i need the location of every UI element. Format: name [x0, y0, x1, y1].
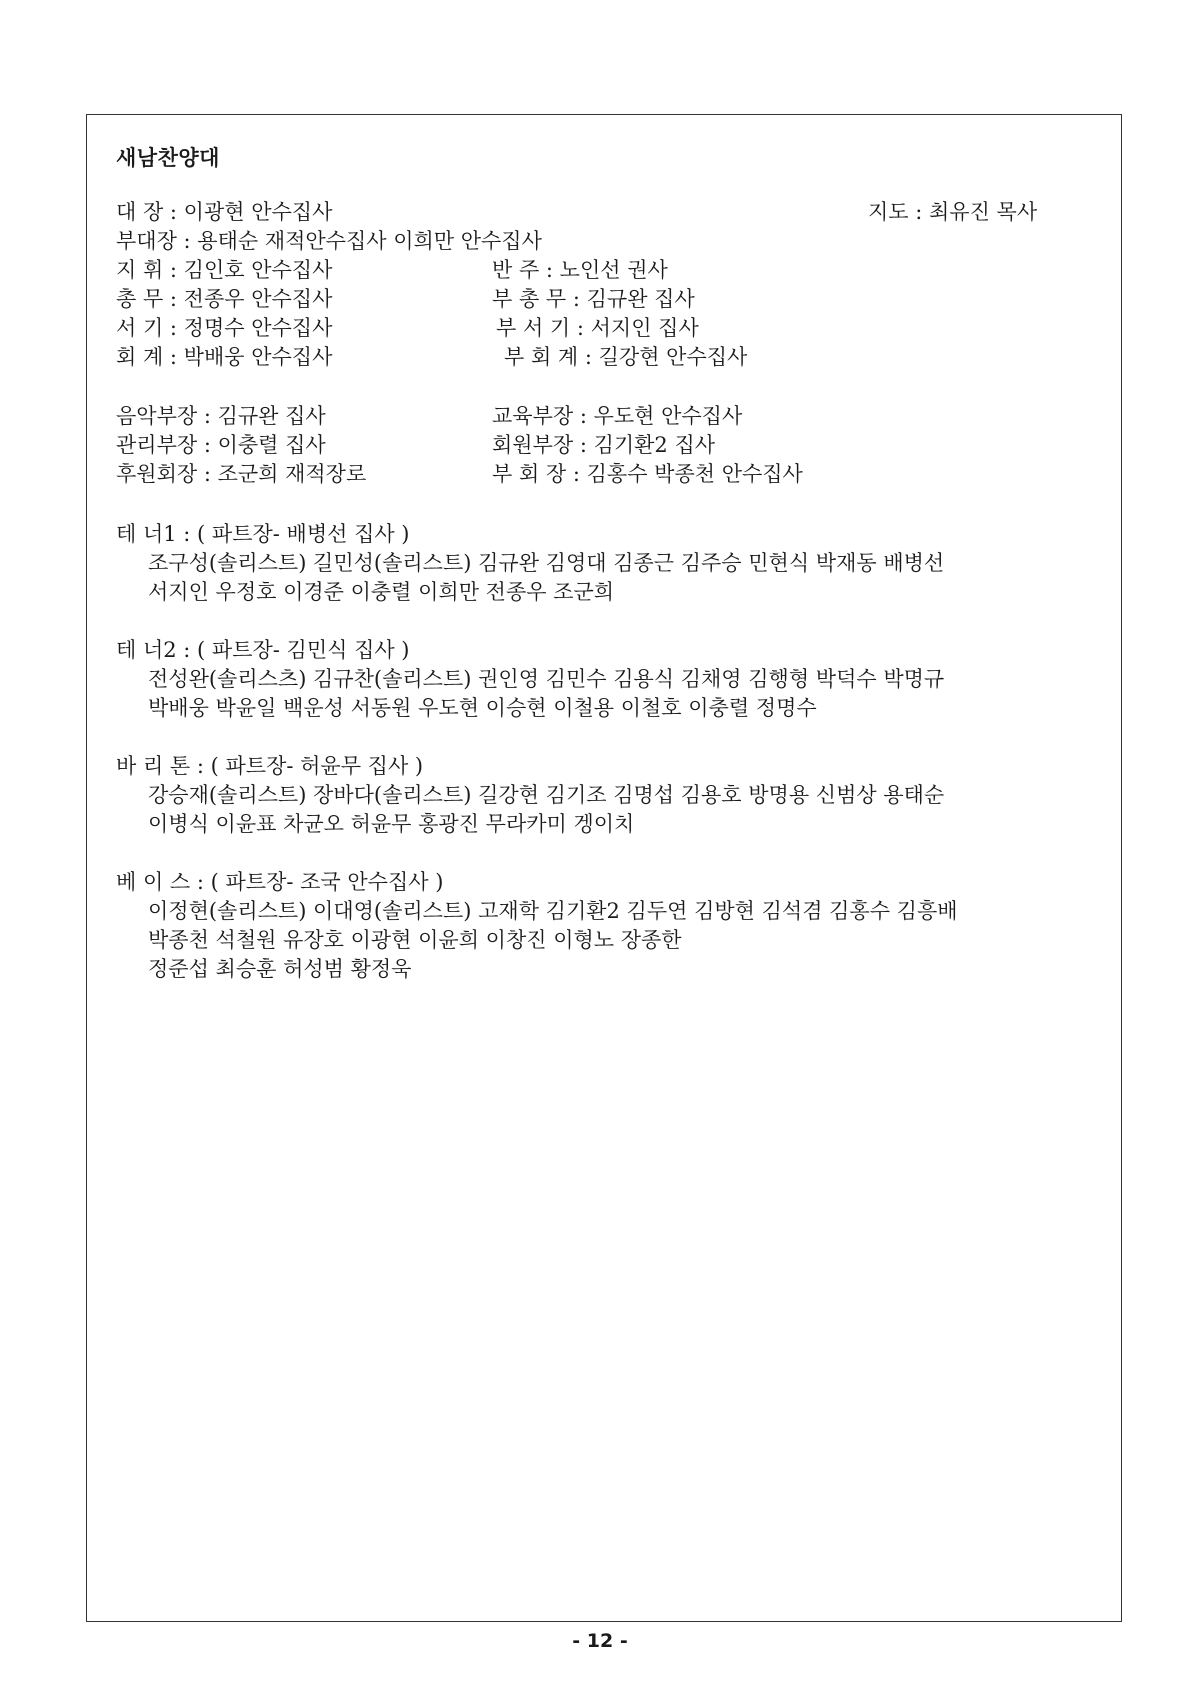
part-header-bass: 베 이 스 : ( 파트장- 조국 안수집사 ): [116, 870, 444, 894]
officer-director: 지도 : 최유진 목사: [868, 200, 1038, 224]
part-header-tenor1: 테 너1 : ( 파트장- 배병선 집사 ): [116, 522, 410, 546]
officer-general-affairs: 총 무 : 전종우 안수집사: [116, 287, 333, 311]
dept-vice-president: 부 회 장 : 김홍수 박종천 안수집사: [492, 462, 803, 486]
part-header-baritone: 바 리 톤 : ( 파트장- 허윤무 집사 ): [116, 754, 424, 778]
officer-treasurer: 회 계 : 박배웅 안수집사: [116, 345, 333, 369]
officer-vice-general-affairs: 부 총 무 : 김규완 집사: [492, 287, 695, 311]
dept-sponsor: 후원회장 : 조군희 재적장로: [116, 462, 367, 486]
officer-leader: 대 장 : 이광현 안수집사: [116, 200, 333, 224]
part-members-line: 박종천 석철원 유장호 이광현 이윤희 이창진 이형노 장종한: [148, 928, 682, 952]
part-members-line: 박배웅 박윤일 백운성 서동원 우도현 이승현 이철용 이철호 이충렬 정명수: [148, 696, 817, 720]
page-title: 새남찬양대: [116, 145, 220, 170]
dept-management: 관리부장 : 이충렬 집사: [116, 433, 326, 457]
officer-secretary: 서 기 : 정명수 안수집사: [116, 316, 333, 340]
part-members-line: 서지인 우정호 이경준 이충렬 이희만 전종우 조군희: [148, 580, 615, 604]
officer-vice-secretary: 부 서 기 : 서지인 집사: [496, 316, 699, 340]
part-members-line: 이병식 이윤표 차균오 허윤무 홍광진 무라카미 겡이치: [148, 812, 635, 836]
part-members-line: 전성완(솔리스츠) 김규찬(솔리스트) 권인영 김민수 김용식 김채영 김행형 박덕수 박명규: [148, 667, 945, 691]
part-members-line: 강승재(솔리스트) 장바다(솔리스트) 길강현 김기조 김명섭 김용호 방명용 신범상 용태순: [148, 783, 945, 807]
part-members-line: 정준섭 최승훈 허성범 황정욱: [148, 957, 412, 981]
dept-membership: 회원부장 : 김기환2 집사: [492, 433, 716, 457]
officer-vice-leader: 부대장 : 용태순 재적안수집사 이희만 안수집사: [116, 229, 542, 253]
part-header-tenor2: 테 너2 : ( 파트장- 김민식 집사 ): [116, 638, 410, 662]
officer-conductor: 지 휘 : 김인호 안수집사: [116, 258, 333, 282]
officer-vice-treasurer: 부 회 계 : 길강현 안수집사: [504, 345, 748, 369]
dept-education: 교육부장 : 우도현 안수집사: [492, 404, 743, 428]
dept-music: 음악부장 : 김규완 집사: [116, 404, 326, 428]
part-members-line: 이정현(솔리스트) 이대영(솔리스트) 고재학 김기환2 김두연 김방현 김석겸 김홍수 김흥배: [148, 899, 958, 923]
page-number: - 12 -: [572, 1630, 628, 1652]
officer-accompanist: 반 주 : 노인선 권사: [492, 258, 668, 282]
part-members-line: 조구성(솔리스트) 길민성(솔리스트) 김규완 김영대 김종근 김주승 민현식 박재동 배병선: [148, 551, 945, 575]
